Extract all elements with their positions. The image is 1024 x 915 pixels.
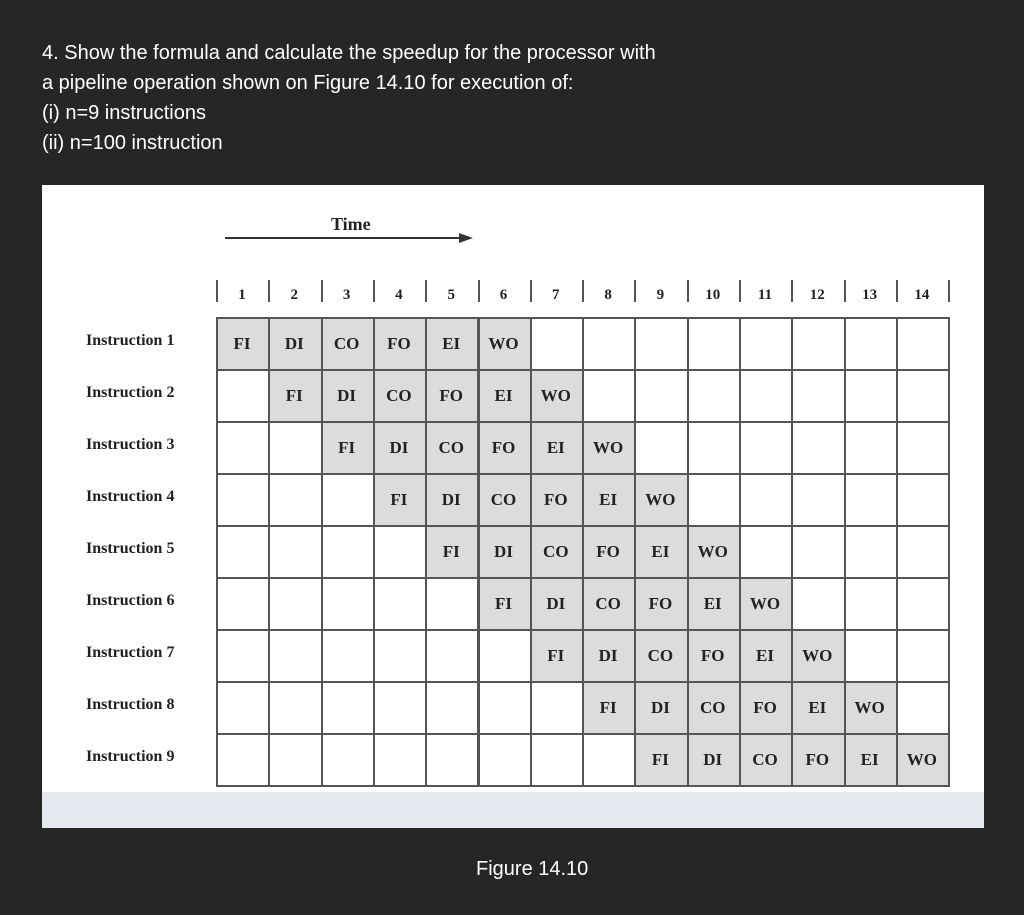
pipeline-cell (896, 369, 950, 423)
instruction-label: Instruction 8 (86, 696, 175, 713)
pipeline-cell (844, 577, 898, 631)
stage-label: FO (491, 438, 516, 457)
pipeline-cell (896, 317, 950, 371)
stage-label: DI (337, 386, 357, 405)
instruction-label: Instruction 3 (86, 436, 175, 453)
pipeline-cell (268, 525, 322, 579)
pipeline-cell (896, 577, 950, 631)
stage-label: DI (546, 594, 566, 613)
stage-label: WO (749, 594, 781, 613)
stage-label: DI (441, 490, 461, 509)
time-tick-7: 7 (552, 287, 560, 303)
stage-label: FI (651, 750, 669, 769)
pipeline-cell (582, 317, 636, 371)
instruction-label: Instruction 5 (86, 540, 175, 557)
pipeline-cell (634, 421, 688, 475)
figure-caption: Figure 14.10 (476, 858, 589, 880)
pipeline-cell (268, 577, 322, 631)
pipeline-cell (373, 525, 427, 579)
pipeline-cell (687, 369, 741, 423)
pipeline-cell (791, 369, 845, 423)
time-tick-mark (948, 280, 950, 302)
stage-label: FI (233, 334, 251, 353)
stage-label: WO (488, 334, 519, 353)
pipeline-cell (687, 317, 741, 371)
stage-label: CO (647, 646, 674, 665)
stage-label: FI (547, 646, 565, 665)
pipeline-cell (739, 421, 793, 475)
stage-label: CO (438, 438, 464, 457)
pipeline-cell (216, 629, 270, 683)
stage-label: DI (494, 542, 513, 561)
question-line-1: 4. Show the formula and calculate the speedup for the processor with (42, 42, 656, 64)
stage-label: WO (906, 750, 937, 769)
pipeline-cell (216, 369, 270, 423)
stage-label: WO (697, 542, 728, 561)
stage-label: EI (546, 438, 565, 457)
stage-label: FO (700, 646, 725, 665)
instruction-label: Instruction 1 (86, 332, 175, 349)
pipeline-cell (634, 317, 688, 371)
pipeline-cell (582, 733, 636, 787)
pipeline-cell (425, 629, 479, 683)
stage-label: FO (387, 334, 411, 353)
pipeline-cell (321, 577, 375, 631)
pipeline-cell (321, 629, 375, 683)
pipeline-cell (844, 369, 898, 423)
stage-label: FO (648, 594, 673, 613)
stage-label: CO (595, 594, 621, 613)
pipeline-cell (739, 369, 793, 423)
instruction-label: Instruction 7 (86, 644, 175, 661)
question-line-3: (i) n=9 instructions (42, 102, 206, 124)
stage-label: DI (650, 698, 670, 717)
pipeline-cell (844, 629, 898, 683)
pipeline-cell (791, 577, 845, 631)
pipeline-cell (739, 525, 793, 579)
time-tick-11: 11 (757, 287, 773, 303)
pipeline-cell (373, 577, 427, 631)
instruction-label: Instruction 6 (86, 592, 175, 609)
pipeline-cell (896, 525, 950, 579)
instruction-label: Instruction 4 (86, 488, 175, 505)
question-line-2: a pipeline operation shown on Figure 14.10 for execution of: (42, 72, 574, 94)
pipeline-cell (634, 369, 688, 423)
pipeline-cell (321, 681, 375, 735)
pipeline-cell (216, 733, 270, 787)
stage-label: DI (284, 334, 304, 353)
stage-label: EI (860, 750, 879, 769)
pipeline-cell (530, 681, 584, 735)
time-tick-12: 12 (809, 287, 825, 303)
question-line-4: (ii) n=100 instruction (42, 132, 223, 154)
stage-label: DI (598, 646, 618, 665)
pipeline-cell (268, 473, 322, 527)
pipeline-cell (844, 421, 898, 475)
pipeline-cell (425, 577, 479, 631)
pipeline-cell (321, 733, 375, 787)
pipeline-cell (268, 629, 322, 683)
pipeline-cell (373, 681, 427, 735)
pipeline-cell (844, 473, 898, 527)
pipeline-cell (268, 421, 322, 475)
time-label: Time (331, 214, 371, 234)
stage-label: EI (703, 594, 722, 613)
panel-bottom-band (42, 792, 984, 828)
time-tick-4: 4 (395, 287, 403, 303)
stage-label: WO (645, 490, 676, 509)
time-tick-2: 2 (290, 287, 299, 303)
time-tick-13: 13 (862, 287, 878, 303)
stage-label: WO (802, 646, 833, 665)
pipeline-cell (373, 629, 427, 683)
time-tick-14: 14 (914, 287, 930, 303)
pipeline-cell (216, 473, 270, 527)
pipeline-cell (321, 525, 375, 579)
pipeline-cell (687, 421, 741, 475)
pipeline-cell (530, 733, 584, 787)
stage-label: EI (494, 386, 513, 405)
question-text (42, 38, 656, 158)
stage-label: FI (338, 438, 356, 457)
pipeline-cell (844, 317, 898, 371)
pipeline-cell (530, 317, 584, 371)
pipeline-cell (791, 317, 845, 371)
pipeline-cell (896, 681, 950, 735)
pipeline-cell (216, 525, 270, 579)
stage-label: FI (495, 594, 512, 613)
pipeline-cell (216, 681, 270, 735)
pipeline-cell (687, 473, 741, 527)
stage-label: FO (596, 542, 620, 561)
pipeline-cell (896, 473, 950, 527)
stage-label: FI (285, 386, 303, 405)
time-tick-8: 8 (604, 287, 612, 303)
stage-label: EI (651, 542, 670, 561)
pipeline-cell (739, 473, 793, 527)
time-tick-10: 10 (705, 287, 721, 303)
pipeline-cell (478, 681, 532, 735)
pipeline-cell (478, 733, 532, 787)
stage-label: CO (490, 490, 517, 509)
pipeline-cell (425, 733, 479, 787)
pipeline-cell (739, 317, 793, 371)
stage-label: EI (599, 490, 618, 509)
pipeline-cell (216, 421, 270, 475)
stage-label: CO (333, 334, 360, 353)
stage-label: FO (543, 490, 568, 509)
stage-label: WO (854, 698, 885, 717)
stage-label: FI (442, 542, 460, 561)
time-tick-6: 6 (499, 287, 508, 303)
pipeline-cell (791, 525, 845, 579)
pipeline-cell (896, 421, 950, 475)
stage-label: CO (386, 386, 412, 405)
stage-label: EI (442, 334, 461, 353)
pipeline-cell (582, 369, 636, 423)
pipeline-cell (268, 681, 322, 735)
stage-label: FI (390, 490, 408, 509)
stage-label: CO (699, 698, 726, 717)
pipeline-cell (321, 473, 375, 527)
instruction-label: Instruction 9 (86, 748, 175, 765)
stage-label: EI (808, 698, 827, 717)
pipeline-cell (373, 733, 427, 787)
pipeline-cell (791, 473, 845, 527)
stage-label: FO (439, 386, 463, 405)
stage-label: FO (753, 698, 777, 717)
time-arrow-icon (225, 232, 475, 244)
stage-label: DI (389, 438, 409, 457)
stage-label: CO (752, 750, 778, 769)
pipeline-cell (268, 733, 322, 787)
time-tick-9: 9 (656, 287, 665, 303)
pipeline-cell (791, 421, 845, 475)
stage-label: DI (703, 750, 723, 769)
stage-label: WO (592, 438, 624, 457)
stage-label: WO (540, 386, 571, 405)
time-tick-3: 3 (342, 287, 351, 303)
pipeline-cell (844, 525, 898, 579)
stage-label: EI (756, 646, 774, 665)
stage-label: CO (543, 542, 569, 561)
pipeline-cell (425, 681, 479, 735)
instruction-label: Instruction 2 (86, 384, 175, 401)
stage-label: FO (805, 750, 830, 769)
stage-label: FI (599, 698, 617, 717)
pipeline-cell (216, 577, 270, 631)
time-tick-5: 5 (447, 287, 455, 303)
time-tick-1: 1 (238, 287, 246, 303)
pipeline-cell (478, 629, 532, 683)
pipeline-cell (896, 629, 950, 683)
